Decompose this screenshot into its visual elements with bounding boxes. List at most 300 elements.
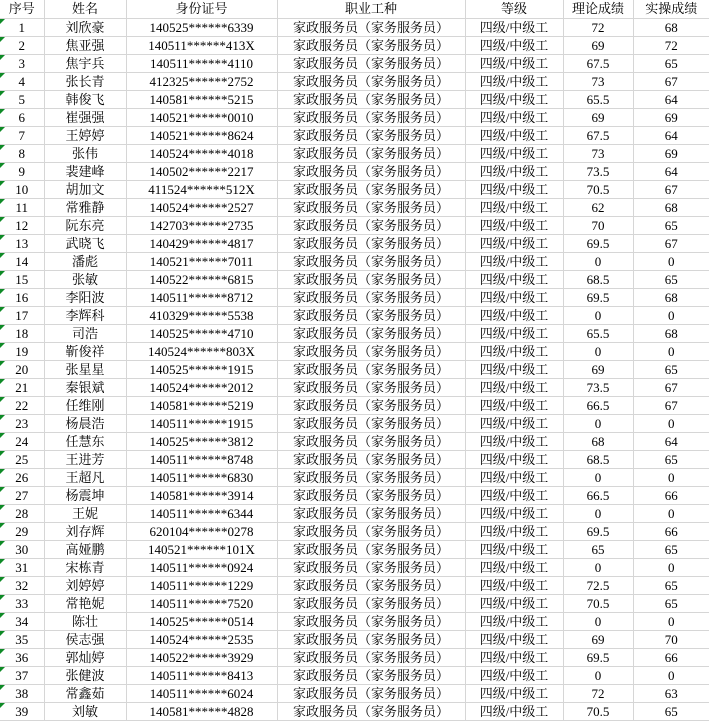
cell-practical-score[interactable]: 69	[633, 144, 709, 162]
cell-theory-score[interactable]: 67.5	[563, 54, 633, 72]
cell-occupation[interactable]: 家政服务员（家务服务员）	[277, 144, 465, 162]
cell-level[interactable]: 四级/中级工	[465, 432, 563, 450]
cell-name[interactable]: 杨震坤	[44, 486, 126, 504]
cell-no[interactable]	[0, 630, 44, 648]
cell-practical-score[interactable]: 64	[633, 162, 709, 180]
cell-name[interactable]: 焦亚强	[44, 36, 126, 54]
cell-theory-score[interactable]: 69.5	[563, 522, 633, 540]
cell-name[interactable]: 张伟	[44, 144, 126, 162]
cell-name[interactable]: 潘彪	[44, 252, 126, 270]
header-row	[0, 0, 709, 18]
cell-id-number[interactable]: 140525******0514	[126, 612, 277, 630]
cell-occupation[interactable]: 家政服务员（家务服务员）	[277, 72, 465, 90]
cell-name[interactable]: 阮东亮	[44, 216, 126, 234]
cell-practical-score[interactable]: 63	[633, 684, 709, 702]
column-header-no[interactable]: 序号	[0, 0, 44, 18]
cell-occupation[interactable]: 家政服务员（家务服务员）	[277, 18, 465, 36]
cell-id-number[interactable]: 140525******6339	[126, 18, 277, 36]
cell-theory-score[interactable]: 70.5	[563, 702, 633, 720]
cell-level[interactable]: 四级/中级工	[465, 378, 563, 396]
cell-occupation[interactable]: 家政服务员（家务服务员）	[277, 702, 465, 720]
cell-theory-score[interactable]: 70.5	[563, 180, 633, 198]
cell-no[interactable]	[0, 54, 44, 72]
cell-level[interactable]: 四级/中级工	[465, 126, 563, 144]
cell-id-number[interactable]: 140429******4817	[126, 234, 277, 252]
cell-name[interactable]: 陈壮	[44, 612, 126, 630]
cell-no[interactable]	[0, 558, 44, 576]
cell-theory-score[interactable]: 69	[563, 630, 633, 648]
cell-theory-score[interactable]: 73	[563, 72, 633, 90]
cell-name[interactable]: 刘婷婷	[44, 576, 126, 594]
cell-no[interactable]	[0, 306, 44, 324]
cell-theory-score[interactable]: 73.5	[563, 162, 633, 180]
cell-no[interactable]	[0, 378, 44, 396]
cell-name[interactable]: 王进芳	[44, 450, 126, 468]
cell-theory-score[interactable]: 66.5	[563, 396, 633, 414]
cell-level[interactable]: 四级/中级工	[465, 576, 563, 594]
cell-name[interactable]: 宋栋青	[44, 558, 126, 576]
cell-name[interactable]: 常鑫茹	[44, 684, 126, 702]
cell-practical-score[interactable]: 65	[633, 270, 709, 288]
cell-id-number[interactable]: 140524******2527	[126, 198, 277, 216]
cell-level[interactable]: 四级/中级工	[465, 522, 563, 540]
cell-practical-score[interactable]: 66	[633, 648, 709, 666]
cell-level[interactable]: 四级/中级工	[465, 180, 563, 198]
table-row	[0, 630, 709, 648]
cell-id-number[interactable]: 140525******3812	[126, 432, 277, 450]
number-stored-as-text-icon	[0, 361, 5, 366]
cell-id-number[interactable]: 140524******2535	[126, 630, 277, 648]
cell-id-number[interactable]: 140511******8712	[126, 288, 277, 306]
cell-no[interactable]	[0, 162, 44, 180]
cell-practical-score[interactable]: 0	[633, 468, 709, 486]
cell-level[interactable]: 四级/中级工	[465, 342, 563, 360]
cell-occupation[interactable]: 家政服务员（家务服务员）	[277, 558, 465, 576]
cell-no[interactable]	[0, 108, 44, 126]
cell-theory-score[interactable]: 68.5	[563, 450, 633, 468]
cell-level[interactable]: 四级/中级工	[465, 324, 563, 342]
cell-occupation[interactable]: 家政服务员（家务服务员）	[277, 90, 465, 108]
cell-practical-score[interactable]: 65	[633, 702, 709, 720]
cell-id-number[interactable]: 140511******413X	[126, 36, 277, 54]
cell-level[interactable]: 四级/中级工	[465, 540, 563, 558]
cell-occupation[interactable]: 家政服务员（家务服务员）	[277, 648, 465, 666]
cell-theory-score[interactable]: 65	[563, 540, 633, 558]
cell-theory-score[interactable]: 73	[563, 144, 633, 162]
cell-no[interactable]	[0, 450, 44, 468]
cell-theory-score[interactable]: 69	[563, 36, 633, 54]
cell-occupation[interactable]: 家政服务员（家务服务员）	[277, 450, 465, 468]
cell-name[interactable]: 任维刚	[44, 396, 126, 414]
cell-text: 36	[15, 649, 29, 665]
cell-id-number[interactable]: 140511******6344	[126, 504, 277, 522]
cell-no[interactable]	[0, 684, 44, 702]
cell-occupation[interactable]: 家政服务员（家务服务员）	[277, 234, 465, 252]
cell-practical-score[interactable]: 0	[633, 558, 709, 576]
cell-no[interactable]	[0, 270, 44, 288]
cell-practical-score[interactable]: 0	[633, 342, 709, 360]
cell-occupation[interactable]: 家政服务员（家务服务员）	[277, 414, 465, 432]
cell-name[interactable]: 任慧东	[44, 432, 126, 450]
cell-level[interactable]: 四级/中级工	[465, 234, 563, 252]
table-row	[0, 396, 709, 414]
cell-practical-score[interactable]: 68	[633, 198, 709, 216]
cell-occupation[interactable]: 家政服务员（家务服务员）	[277, 270, 465, 288]
cell-occupation[interactable]: 家政服务员（家务服务员）	[277, 666, 465, 684]
cell-level[interactable]: 四级/中级工	[465, 288, 563, 306]
cell-level[interactable]: 四级/中级工	[465, 468, 563, 486]
cell-id-number[interactable]: 140522******6815	[126, 270, 277, 288]
cell-id-number[interactable]: 140521******0010	[126, 108, 277, 126]
cell-occupation[interactable]: 家政服务员（家务服务员）	[277, 432, 465, 450]
cell-name[interactable]: 常艳妮	[44, 594, 126, 612]
cell-theory-score[interactable]: 68	[563, 432, 633, 450]
cell-theory-score[interactable]: 72	[563, 684, 633, 702]
cell-occupation[interactable]: 家政服务员（家务服务员）	[277, 684, 465, 702]
table-row	[0, 540, 709, 558]
cell-no[interactable]	[0, 36, 44, 54]
cell-occupation[interactable]: 家政服务员（家务服务员）	[277, 594, 465, 612]
cell-text: 21	[15, 379, 29, 395]
cell-occupation[interactable]: 家政服务员（家务服务员）	[277, 180, 465, 198]
table-row	[0, 468, 709, 486]
cell-occupation[interactable]: 家政服务员（家务服务员）	[277, 378, 465, 396]
cell-level[interactable]: 四级/中级工	[465, 594, 563, 612]
cell-id-number[interactable]: 140581******4828	[126, 702, 277, 720]
cell-practical-score[interactable]: 65	[633, 54, 709, 72]
cell-practical-score[interactable]: 69	[633, 108, 709, 126]
cell-level[interactable]: 四级/中级工	[465, 162, 563, 180]
cell-name[interactable]: 焦宇兵	[44, 54, 126, 72]
cell-id-number[interactable]: 140521******101X	[126, 540, 277, 558]
cell-id-number[interactable]: 140511******8413	[126, 666, 277, 684]
cell-practical-score[interactable]: 0	[633, 666, 709, 684]
cell-theory-score[interactable]: 72.5	[563, 576, 633, 594]
cell-no[interactable]	[0, 594, 44, 612]
cell-occupation[interactable]: 家政服务员（家务服务员）	[277, 162, 465, 180]
cell-name[interactable]: 张敏	[44, 270, 126, 288]
cell-practical-score[interactable]: 67	[633, 180, 709, 198]
cell-name[interactable]: 王超凡	[44, 468, 126, 486]
cell-theory-score[interactable]: 66.5	[563, 486, 633, 504]
cell-level[interactable]: 四级/中级工	[465, 306, 563, 324]
cell-practical-score[interactable]: 68	[633, 18, 709, 36]
cell-practical-score[interactable]: 67	[633, 378, 709, 396]
cell-theory-score[interactable]: 67.5	[563, 126, 633, 144]
cell-no[interactable]	[0, 432, 44, 450]
cell-name[interactable]: 李阳波	[44, 288, 126, 306]
cell-name[interactable]: 刘敏	[44, 702, 126, 720]
cell-occupation[interactable]: 家政服务员（家务服务员）	[277, 288, 465, 306]
cell-text: 25	[15, 451, 29, 467]
cell-theory-score[interactable]: 69.5	[563, 648, 633, 666]
cell-level[interactable]: 四级/中级工	[465, 270, 563, 288]
cell-id-number[interactable]: 140525******1915	[126, 360, 277, 378]
cell-id-number[interactable]: 140511******8748	[126, 450, 277, 468]
cell-name[interactable]: 靳俊祥	[44, 342, 126, 360]
cell-name[interactable]: 王妮	[44, 504, 126, 522]
cell-theory-score[interactable]: 69	[563, 360, 633, 378]
cell-id-number[interactable]: 140581******3914	[126, 486, 277, 504]
cell-level[interactable]: 四级/中级工	[465, 18, 563, 36]
cell-occupation[interactable]: 家政服务员（家务服务员）	[277, 306, 465, 324]
cell-theory-score[interactable]: 0	[563, 558, 633, 576]
cell-practical-score[interactable]: 70	[633, 630, 709, 648]
cell-id-number[interactable]: 620104******0278	[126, 522, 277, 540]
cell-name[interactable]: 裴建峰	[44, 162, 126, 180]
cell-theory-score[interactable]: 70.5	[563, 594, 633, 612]
cell-occupation[interactable]: 家政服务员（家务服务员）	[277, 612, 465, 630]
cell-practical-score[interactable]: 0	[633, 504, 709, 522]
cell-no[interactable]	[0, 234, 44, 252]
cell-name[interactable]: 侯志强	[44, 630, 126, 648]
table-row	[0, 342, 709, 360]
cell-text: 24	[15, 433, 29, 449]
cell-practical-score[interactable]: 64	[633, 432, 709, 450]
cell-name[interactable]: 张健波	[44, 666, 126, 684]
cell-level[interactable]: 四级/中级工	[465, 648, 563, 666]
cell-no[interactable]	[0, 468, 44, 486]
cell-level[interactable]: 四级/中级工	[465, 702, 563, 720]
cell-no[interactable]	[0, 540, 44, 558]
cell-occupation[interactable]: 家政服务员（家务服务员）	[277, 630, 465, 648]
cell-theory-score[interactable]: 72	[563, 18, 633, 36]
cell-theory-score[interactable]: 0	[563, 666, 633, 684]
cell-level[interactable]: 四级/中级工	[465, 684, 563, 702]
cell-no[interactable]	[0, 18, 44, 36]
number-stored-as-text-icon	[0, 613, 5, 618]
cell-practical-score[interactable]: 64	[633, 90, 709, 108]
cell-no[interactable]	[0, 702, 44, 720]
cell-id-number[interactable]: 142703******2735	[126, 216, 277, 234]
cell-name[interactable]: 武晓飞	[44, 234, 126, 252]
cell-no[interactable]	[0, 504, 44, 522]
cell-level[interactable]: 四级/中级工	[465, 360, 563, 378]
cell-id-number[interactable]: 411524******512X	[126, 180, 277, 198]
table-row	[0, 522, 709, 540]
cell-practical-score[interactable]: 0	[633, 252, 709, 270]
cell-occupation[interactable]: 家政服务员（家务服务员）	[277, 486, 465, 504]
cell-no[interactable]	[0, 576, 44, 594]
cell-theory-score[interactable]: 0	[563, 468, 633, 486]
cell-no[interactable]	[0, 252, 44, 270]
cell-level[interactable]: 四级/中级工	[465, 666, 563, 684]
cell-theory-score[interactable]: 73.5	[563, 378, 633, 396]
cell-occupation[interactable]: 家政服务员（家务服务员）	[277, 54, 465, 72]
cell-level[interactable]: 四级/中级工	[465, 54, 563, 72]
cell-name[interactable]: 司浩	[44, 324, 126, 342]
cell-occupation[interactable]: 家政服务员（家务服务员）	[277, 522, 465, 540]
cell-no[interactable]	[0, 360, 44, 378]
cell-theory-score[interactable]: 0	[563, 306, 633, 324]
cell-practical-score[interactable]: 65	[633, 450, 709, 468]
cell-id-number[interactable]: 140522******3929	[126, 648, 277, 666]
cell-name[interactable]: 胡加文	[44, 180, 126, 198]
cell-occupation[interactable]: 家政服务员（家务服务员）	[277, 576, 465, 594]
cell-no[interactable]	[0, 72, 44, 90]
cell-practical-score[interactable]: 68	[633, 288, 709, 306]
cell-occupation[interactable]: 家政服务员（家务服务员）	[277, 504, 465, 522]
cell-no[interactable]	[0, 324, 44, 342]
column-header-id-number[interactable]: 身份证号	[126, 0, 277, 18]
cell-no[interactable]	[0, 342, 44, 360]
cell-level[interactable]: 四级/中级工	[465, 504, 563, 522]
cell-practical-score[interactable]: 68	[633, 324, 709, 342]
cell-name[interactable]: 杨晨浩	[44, 414, 126, 432]
cell-occupation[interactable]: 家政服务员（家务服务员）	[277, 108, 465, 126]
cell-occupation[interactable]: 家政服务员（家务服务员）	[277, 468, 465, 486]
cell-theory-score[interactable]: 0	[563, 252, 633, 270]
cell-theory-score[interactable]: 69	[563, 108, 633, 126]
table-row	[0, 252, 709, 270]
cell-theory-score[interactable]: 69.5	[563, 234, 633, 252]
cell-practical-score[interactable]: 0	[633, 612, 709, 630]
cell-theory-score[interactable]: 0	[563, 612, 633, 630]
cell-practical-score[interactable]: 65	[633, 594, 709, 612]
cell-occupation[interactable]: 家政服务员（家务服务员）	[277, 360, 465, 378]
cell-occupation[interactable]: 家政服务员（家务服务员）	[277, 36, 465, 54]
cell-name[interactable]: 刘存辉	[44, 522, 126, 540]
cell-id-number[interactable]: 140521******7011	[126, 252, 277, 270]
cell-occupation[interactable]: 家政服务员（家务服务员）	[277, 324, 465, 342]
cell-no[interactable]	[0, 486, 44, 504]
cell-level[interactable]: 四级/中级工	[465, 396, 563, 414]
cell-practical-score[interactable]: 67	[633, 72, 709, 90]
cell-id-number[interactable]: 140581******5219	[126, 396, 277, 414]
cell-no[interactable]	[0, 126, 44, 144]
cell-id-number[interactable]: 140511******1915	[126, 414, 277, 432]
cell-name[interactable]: 秦银斌	[44, 378, 126, 396]
cell-id-number[interactable]: 140524******2012	[126, 378, 277, 396]
cell-occupation[interactable]: 家政服务员（家务服务员）	[277, 198, 465, 216]
cell-id-number[interactable]: 140502******2217	[126, 162, 277, 180]
cell-id-number[interactable]: 140511******0924	[126, 558, 277, 576]
cell-no[interactable]	[0, 612, 44, 630]
cell-no[interactable]	[0, 396, 44, 414]
cell-practical-score[interactable]: 65	[633, 360, 709, 378]
cell-level[interactable]: 四级/中级工	[465, 486, 563, 504]
cell-name[interactable]: 刘欣豪	[44, 18, 126, 36]
cell-name[interactable]: 李辉科	[44, 306, 126, 324]
cell-occupation[interactable]: 家政服务员（家务服务员）	[277, 216, 465, 234]
cell-no[interactable]	[0, 414, 44, 432]
cell-name[interactable]: 郭灿婷	[44, 648, 126, 666]
cell-occupation[interactable]: 家政服务员（家务服务员）	[277, 396, 465, 414]
cell-theory-score[interactable]: 65.5	[563, 324, 633, 342]
cell-level[interactable]: 四级/中级工	[465, 90, 563, 108]
column-header-level[interactable]: 等级	[465, 0, 563, 18]
cell-practical-score[interactable]: 65	[633, 540, 709, 558]
cell-practical-score[interactable]: 0	[633, 414, 709, 432]
cell-theory-score[interactable]: 70	[563, 216, 633, 234]
cell-practical-score[interactable]: 72	[633, 36, 709, 54]
cell-id-number[interactable]: 140511******6830	[126, 468, 277, 486]
cell-practical-score[interactable]: 66	[633, 486, 709, 504]
cell-level[interactable]: 四级/中级工	[465, 108, 563, 126]
cell-practical-score[interactable]: 0	[633, 306, 709, 324]
cell-level[interactable]: 四级/中级工	[465, 612, 563, 630]
column-header-theory-score[interactable]: 理论成绩	[563, 0, 633, 18]
cell-id-number[interactable]: 140511******1229	[126, 576, 277, 594]
cell-occupation[interactable]: 家政服务员（家务服务员）	[277, 126, 465, 144]
cell-no[interactable]	[0, 648, 44, 666]
cell-name[interactable]: 常雅静	[44, 198, 126, 216]
cell-occupation[interactable]: 家政服务员（家务服务员）	[277, 540, 465, 558]
cell-theory-score[interactable]: 0	[563, 342, 633, 360]
table-row	[0, 270, 709, 288]
cell-id-number[interactable]: 140511******6024	[126, 684, 277, 702]
cell-practical-score[interactable]: 64	[633, 126, 709, 144]
cell-text: 32	[15, 577, 29, 593]
cell-level[interactable]: 四级/中级工	[465, 252, 563, 270]
cell-level[interactable]: 四级/中级工	[465, 630, 563, 648]
cell-theory-score[interactable]: 0	[563, 414, 633, 432]
cell-no[interactable]	[0, 522, 44, 540]
cell-id-number[interactable]: 140525******4710	[126, 324, 277, 342]
cell-no[interactable]	[0, 198, 44, 216]
cell-level[interactable]: 四级/中级工	[465, 198, 563, 216]
cell-practical-score[interactable]: 67	[633, 234, 709, 252]
cell-id-number[interactable]: 140581******5215	[126, 90, 277, 108]
cell-no[interactable]	[0, 216, 44, 234]
cell-name[interactable]: 张长青	[44, 72, 126, 90]
cell-level[interactable]: 四级/中级工	[465, 72, 563, 90]
cell-level[interactable]: 四级/中级工	[465, 450, 563, 468]
table-row	[0, 36, 709, 54]
column-header-name[interactable]: 姓名	[44, 0, 126, 18]
cell-level[interactable]: 四级/中级工	[465, 36, 563, 54]
cell-no[interactable]	[0, 180, 44, 198]
cell-practical-score[interactable]: 65	[633, 576, 709, 594]
cell-no[interactable]	[0, 90, 44, 108]
table-row	[0, 558, 709, 576]
column-header-occupation[interactable]: 职业工种	[277, 0, 465, 18]
cell-name[interactable]: 崔强强	[44, 108, 126, 126]
cell-level[interactable]: 四级/中级工	[465, 558, 563, 576]
column-header-practical-score[interactable]: 实操成绩	[633, 0, 709, 18]
number-stored-as-text-icon	[0, 379, 5, 384]
cell-id-number[interactable]: 140511******4110	[126, 54, 277, 72]
cell-name[interactable]: 高娅鹏	[44, 540, 126, 558]
cell-name[interactable]: 王婷婷	[44, 126, 126, 144]
cell-name[interactable]: 韩俊飞	[44, 90, 126, 108]
cell-level[interactable]: 四级/中级工	[465, 144, 563, 162]
cell-practical-score[interactable]: 66	[633, 522, 709, 540]
cell-name[interactable]: 张星星	[44, 360, 126, 378]
cell-id-number[interactable]: 140511******7520	[126, 594, 277, 612]
cell-occupation[interactable]: 家政服务员（家务服务员）	[277, 252, 465, 270]
cell-theory-score[interactable]: 68.5	[563, 270, 633, 288]
cell-id-number[interactable]: 412325******2752	[126, 72, 277, 90]
cell-id-number[interactable]: 140521******8624	[126, 126, 277, 144]
cell-id-number[interactable]: 140524******803X	[126, 342, 277, 360]
cell-theory-score[interactable]: 69.5	[563, 288, 633, 306]
cell-level[interactable]: 四级/中级工	[465, 414, 563, 432]
cell-id-number[interactable]: 410329******5538	[126, 306, 277, 324]
cell-practical-score[interactable]: 67	[633, 396, 709, 414]
table-row	[0, 486, 709, 504]
cell-no[interactable]	[0, 288, 44, 306]
cell-practical-score[interactable]: 65	[633, 216, 709, 234]
cell-no[interactable]	[0, 144, 44, 162]
cell-id-number[interactable]: 140524******4018	[126, 144, 277, 162]
cell-occupation[interactable]: 家政服务员（家务服务员）	[277, 342, 465, 360]
cell-level[interactable]: 四级/中级工	[465, 216, 563, 234]
cell-theory-score[interactable]: 65.5	[563, 90, 633, 108]
cell-theory-score[interactable]: 62	[563, 198, 633, 216]
cell-no[interactable]	[0, 666, 44, 684]
cell-theory-score[interactable]: 0	[563, 504, 633, 522]
